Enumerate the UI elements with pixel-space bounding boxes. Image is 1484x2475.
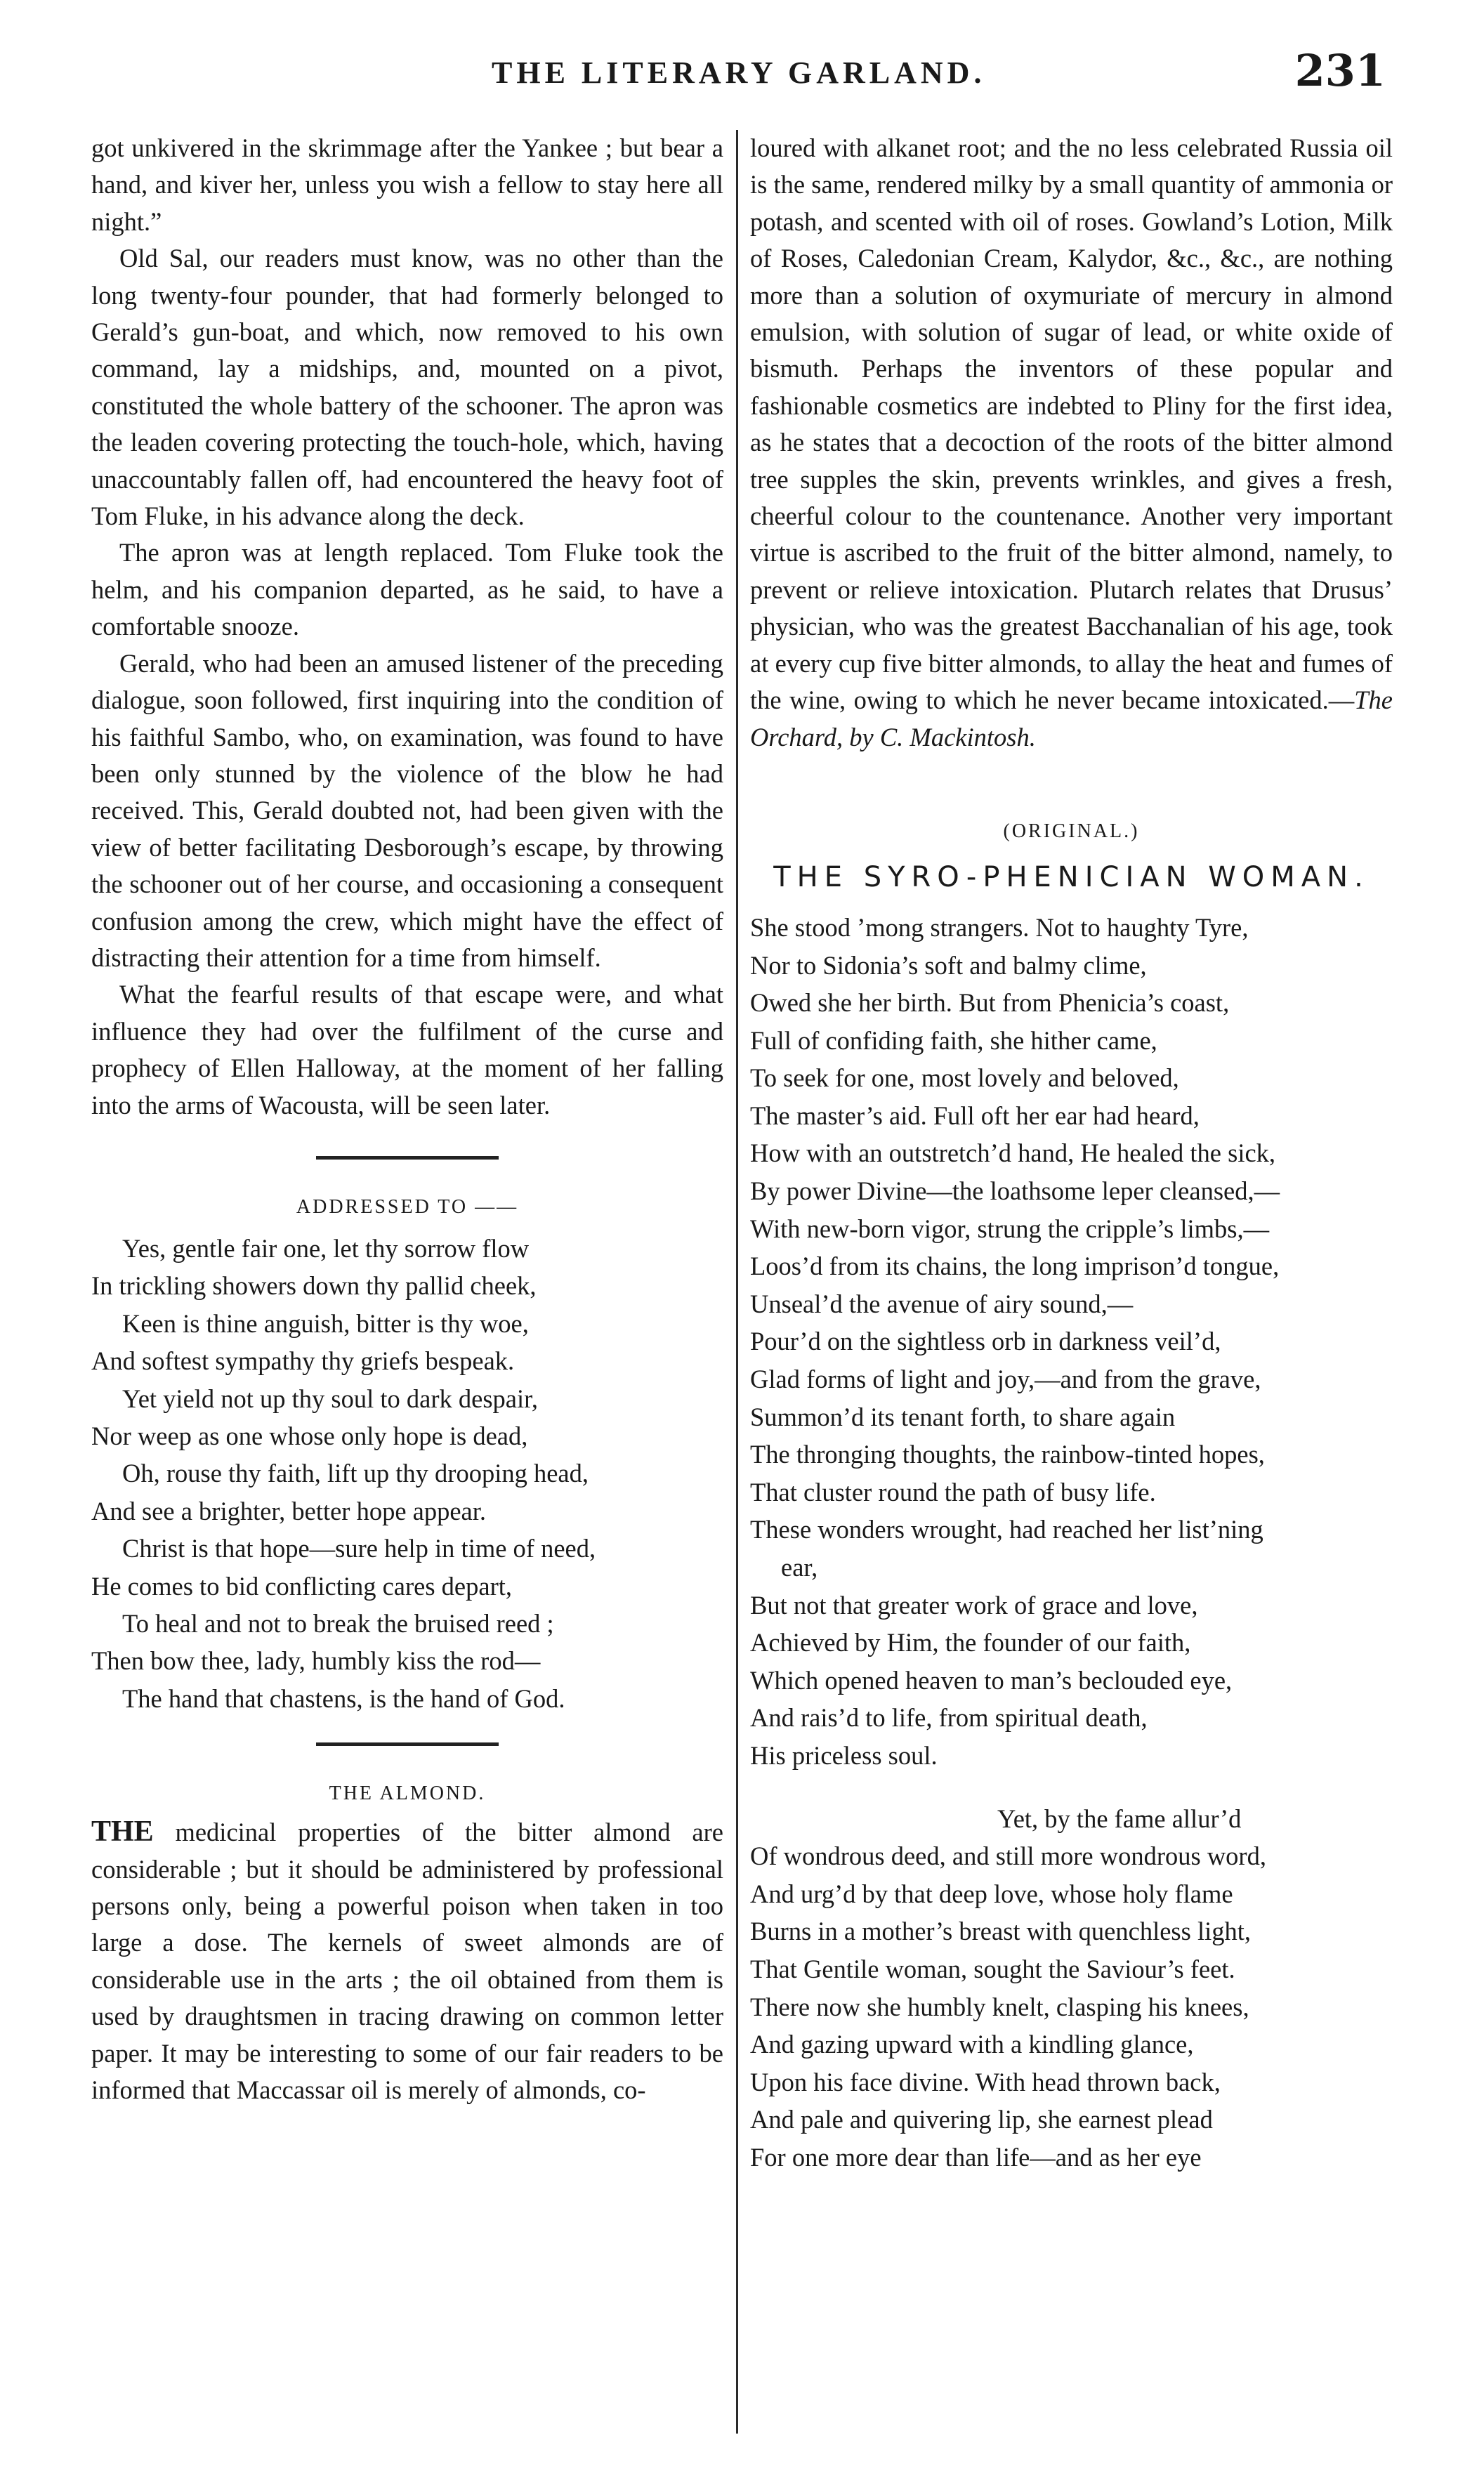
almond-continued xyxy=(750,130,1393,756)
poem-line: To seek for one, most lovely and beloved, xyxy=(750,1063,1179,1093)
poem-line: He comes to bid conflicting cares depart, xyxy=(91,1571,512,1601)
story-paragraph: got unkivered in the skrimmage after the Yankee ; but bear a hand, and kiver her, unless you wish a fellow to stay here all night.” xyxy=(91,133,723,236)
poem-line: The hand that chastens, is the hand of God. xyxy=(122,1683,565,1713)
poem-line: In trickling showers down thy pallid cheek, xyxy=(91,1271,537,1301)
almond-title: THE ALMOND. xyxy=(329,1783,486,1805)
poem-line: And softest sympathy thy griefs bespeak. xyxy=(91,1346,515,1376)
poem-line: His priceless soul. xyxy=(750,1740,938,1770)
poem-line: Yet yield not up thy soul to dark despair, xyxy=(122,1384,538,1413)
poem-line: Owed she her birth. But from Phenicia’s coast, xyxy=(750,988,1230,1018)
poem-line: Which opened heaven to man’s beclouded eye, xyxy=(750,1665,1233,1695)
page-number: 231 xyxy=(1294,45,1386,96)
story-paragraph: The apron was at length replaced. Tom Fluke took the helm, and his companion departed, as he said, to have a comfortable snooze. xyxy=(91,538,723,641)
poem-syro-phenician-woman xyxy=(750,909,1393,2177)
story-paragraph: Old Sal, our readers must know, was no other than the long twenty-four pounder, that had formerly belonged to Gerald’s gun-boat, and which, now removed to his own command, lay a midships, and, mounted on a pivot, constituted the whole battery of the schooner. The apron was the leaden covering protecting the touch-hole, which, having unaccountably fallen off, had encountered the heavy foot of Tom Fluke, in his advance along the deck. xyxy=(91,244,723,531)
right-column xyxy=(750,130,1393,2177)
poem-line: Then bow thee, lady, humbly kiss the rod— xyxy=(91,1646,541,1676)
poem-line: There now she humbly knelt, clasping his knees, xyxy=(750,1992,1249,2021)
poem-line: Loos’d from its chains, the long imprison’d tongue, xyxy=(750,1252,1280,1281)
poem-line: Keen is thine anguish, bitter is thy woe, xyxy=(122,1308,529,1338)
poem-line: Yet, by the fame allur’d xyxy=(997,1804,1242,1833)
poem-line: And urg’d by that deep love, whose holy flame xyxy=(750,1879,1233,1908)
poem-line: Unseal’d the avenue of airy sound,— xyxy=(750,1289,1134,1318)
poem-line: Glad forms of light and joy,—and from the grave, xyxy=(750,1365,1261,1394)
poem-line: Oh, rouse thy faith, lift up thy drooping head, xyxy=(122,1459,589,1488)
poem-line: Nor weep as one whose only hope is dead, xyxy=(91,1422,528,1450)
poem-line: But not that greater work of grace and love, xyxy=(750,1590,1198,1620)
poem-line: And pale and quivering lip, she earnest plead xyxy=(750,2105,1213,2134)
story-paragraph: What the fearful results of that escape were, and what influence they had over the fulfilment of the curse and prophecy of Ellen Halloway, at the moment of her falling into the arms of Wacousta, will be seen later. xyxy=(91,980,723,1120)
poem-line: Yes, gentle fair one, let thy sorrow flow xyxy=(122,1233,530,1263)
almond-continued-text: loured with alkanet root; and the no less celebrated Russia oil is the same, rendered milky by a small quantity of ammonia or potash, and scented with oil of roses. Gowland’s Lotion, Milk of Roses, Caledonian Cream, Kalydor, &c., &c., are nothing more than a solution of oxymuriate of mercury in almond emulsion, with solution of sugar of lead, or white oxide of bismuth. Perhaps the inventors of these popular and fashionable cosmetics are indebted to Pliny for the first idea, as he states that a decoction of the roots of the bitter almond tree supples the skin, prevents wrinkles, and gives a fresh, cheerful colour to the countenance. Another very important virtue is ascribed to the fruit of the bitter almond, namely, to prevent or relieve intoxication. Plutarch relates that Drusus’ physician, who was the greatest Bacchanalian of his age, took at every cup five bitter almonds, to allay the heat and fumes of the wine, owing to which he never became intoxicated.— xyxy=(750,133,1393,715)
poem-line: She stood ’mong strangers. Not to haughty Tyre, xyxy=(750,912,1249,942)
almond-dropcap: THE xyxy=(91,1816,154,1849)
poem-line: Upon his face divine. With head thrown back, xyxy=(750,2067,1221,2096)
poem-line: That cluster round the path of busy life. xyxy=(750,1477,1156,1506)
poem-addressed-to xyxy=(91,1230,723,1717)
poem-line: Of wondrous deed, and still more wondrous word, xyxy=(750,1842,1266,1871)
column-divider xyxy=(736,130,738,2434)
poem-line xyxy=(750,1775,1393,1800)
poem-line: With new-born vigor, strung the cripple’s limbs,— xyxy=(750,1214,1270,1243)
poem-line: To heal and not to break the bruised reed ; xyxy=(122,1609,554,1639)
poem-line: And gazing upward with a kindling glance, xyxy=(750,2030,1194,2059)
poem-line: The master’s aid. Full oft her ear had heard, xyxy=(750,1101,1200,1130)
poem-line: How with an outstretch’d hand, He healed the sick, xyxy=(750,1138,1276,1168)
original-label: (ORIGINAL.) xyxy=(1003,820,1140,842)
page-header xyxy=(0,42,1484,119)
poem-line: And see a brighter, better hope appear. xyxy=(91,1496,487,1525)
running-title: THE LITERARY GARLAND. xyxy=(492,55,986,90)
story-paragraph: Gerald, who had been an amused listener of the preceding dialogue, soon followed, first inquiring into the condition of his faithful Sambo, who, on examination, was found to have been only stunned by the violence of the blow he had received. This, Gerald doubted not, had been given with the view of better facilitating Desborough’s escape, by throwing the schooner out of her course, and occasioning a consequent confusion among the crew, which might have the effect of distracting their attention for a time from himself. xyxy=(91,648,723,972)
poem-title-syro: THE SYRO-PHENICIAN WOMAN. xyxy=(773,860,1370,893)
poem-line: These wonders wrought, had reached her list’ning xyxy=(750,1515,1263,1544)
almond-text: medicinal properties of the bitter almond are considerable ; but it should be administered by professional persons only, being a powerful poison when taken in too large a dose. The kernels of sweet almonds are of considerable use in the arts ; the oil obtained from them is used by draughtsmen in tracing drawing on common letter paper. It may be interesting to some of our fair readers to be informed that Maccassar oil is merely of almonds, co- xyxy=(91,1818,723,2105)
poem-line: ear, xyxy=(781,1553,818,1582)
poem-title: ADDRESSED TO —— xyxy=(296,1195,519,1218)
poem-line: Pour’d on the sightless orb in darkness veil’d, xyxy=(750,1327,1221,1356)
poem-line: Nor to Sidonia’s soft and balmy clime, xyxy=(750,950,1147,980)
poem-line: Achieved by Him, the founder of our faith, xyxy=(750,1628,1191,1657)
poem-line: Summon’d its tenant forth, to share again xyxy=(750,1402,1176,1431)
poem-line: By power Divine—the loathsome leper cleansed,— xyxy=(750,1176,1280,1206)
almond-source: The Orchard, by C. Mackintosh. xyxy=(750,685,1393,751)
poem-line: And rais’d to life, from spiritual death, xyxy=(750,1703,1148,1733)
poem-line: That Gentile woman, sought the Saviour’s feet. xyxy=(750,1954,1235,1983)
poem-line: The thronging thoughts, the rainbow-tinted hopes, xyxy=(750,1440,1265,1469)
left-column xyxy=(91,130,723,2109)
almond-paragraph xyxy=(91,1813,723,2108)
poem-line: For one more dear than life—and as her eye xyxy=(750,2142,1202,2172)
poem-line: Full of confiding faith, she hither came, xyxy=(750,1025,1157,1055)
poem-line: Burns in a mother’s breast with quenchless light, xyxy=(750,1917,1251,1946)
poem-line: Christ is that hope—sure help in time of need, xyxy=(122,1534,596,1563)
